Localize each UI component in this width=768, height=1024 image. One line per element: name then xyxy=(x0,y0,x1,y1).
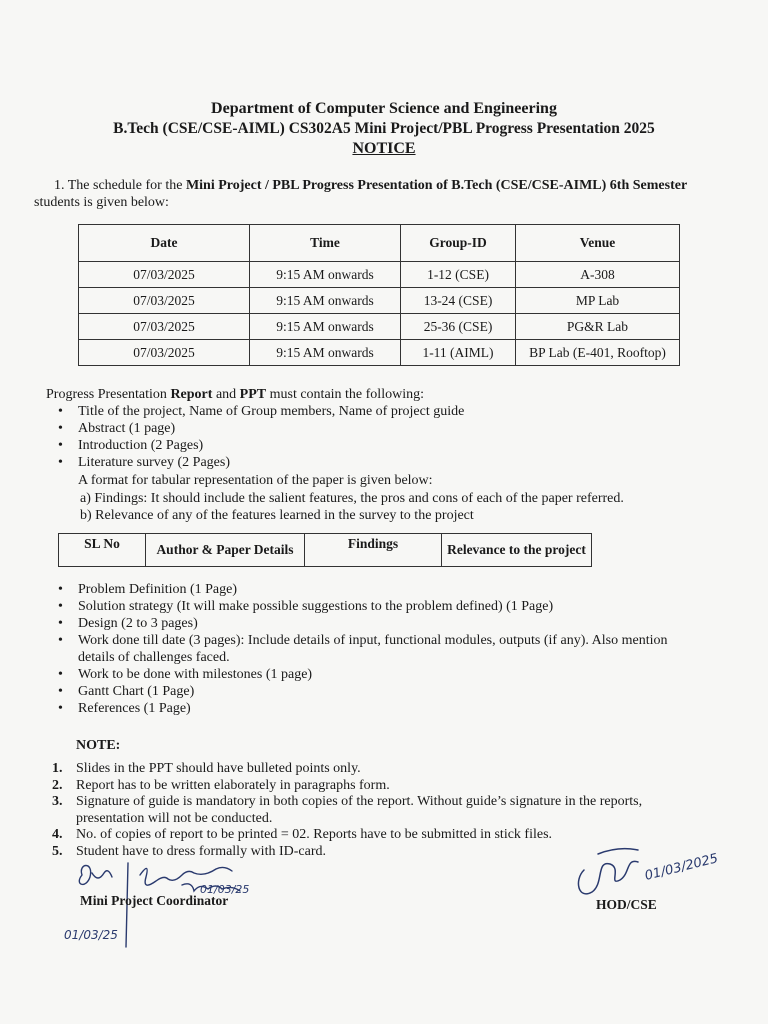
format-header-findings: Findings xyxy=(305,534,442,567)
intro-text-pre: The schedule for the xyxy=(67,178,186,193)
note-item xyxy=(48,761,708,778)
intro-text-bold: Mini Project / PBL Progress Presentation of B.Tech (CSE/CSE-AIML) 6th Semester xyxy=(185,178,688,193)
list-item: • References (1 Page) xyxy=(52,700,692,717)
venue-cell: A-308 xyxy=(516,262,680,288)
time-cell: 9:15 AM onwards xyxy=(250,262,401,288)
note-text: Student have to dress formally with ID-card. xyxy=(76,843,326,859)
venue-cell: MP Lab xyxy=(516,288,680,314)
date-cell: 07/03/2025 xyxy=(79,340,250,366)
handwritten-date-3: 01/03/2025 xyxy=(643,851,720,884)
table-row xyxy=(79,340,680,366)
note-number: 1. xyxy=(52,761,63,776)
contents-intro-ppt: PPT xyxy=(239,387,267,402)
contents-intro-post: must contain the following: xyxy=(266,387,424,402)
note-title: NOTE: xyxy=(76,738,121,753)
list-item: • Solution strategy (It will make possible suggestions to the problem defined) (1 Page) xyxy=(52,598,692,615)
note-text: Slides in the PPT should have bulleted points only. xyxy=(76,761,361,776)
table-row xyxy=(79,288,680,314)
notice-heading: NOTICE xyxy=(352,140,416,157)
note-number: 2. xyxy=(52,777,63,793)
format-header-slno: SL No xyxy=(59,534,146,567)
table-row xyxy=(79,314,680,340)
contents-list xyxy=(52,403,712,471)
group-cell: 25-36 (CSE) xyxy=(401,314,516,340)
contents-intro-pre: Progress Presentation xyxy=(46,387,171,402)
list-item: • Literature survey (2 Pages) xyxy=(52,454,712,471)
literature-format-table xyxy=(58,533,592,567)
date-cell: 07/03/2025 xyxy=(79,262,250,288)
hod-label: HOD/CSE xyxy=(596,897,657,912)
group-cell: 13-24 (CSE) xyxy=(401,288,516,314)
time-cell: 9:15 AM onwards xyxy=(250,314,401,340)
note-number: 3. xyxy=(52,794,63,809)
format-line: A format for tabular representation of the paper is given below: xyxy=(78,473,433,488)
note-text: Report has to be written elaborately in paragraphs form. xyxy=(76,777,390,793)
format-line: a) Findings: It should include the salient features, the pros and cons of each of the paper referred. xyxy=(80,491,624,506)
schedule-intro xyxy=(34,177,734,211)
list-item: • Problem Definition (1 Page) xyxy=(52,581,692,598)
time-cell: 9:15 AM onwards xyxy=(250,340,401,366)
note-number: 5. xyxy=(52,843,63,859)
note-item xyxy=(48,794,708,827)
table-row xyxy=(79,262,680,288)
contents-intro-report: Report xyxy=(170,387,213,402)
contents-intro xyxy=(46,386,746,403)
list-item: • Gantt Chart (1 Page) xyxy=(52,683,692,700)
list-item: • Work to be done with milestones (1 page) xyxy=(52,666,692,683)
date-cell: 07/03/2025 xyxy=(79,288,250,314)
handwritten-date-2: 01/03/25 xyxy=(200,883,250,896)
format-header-relevance: Relevance to the project xyxy=(442,534,592,567)
list-item: • Design (2 to 3 pages) xyxy=(52,615,692,632)
list-item: • Introduction (2 Pages) xyxy=(52,437,712,454)
schedule-header-group: Group-ID xyxy=(401,225,516,262)
format-line: b) Relevance of any of the features learned in the survey to the project xyxy=(80,508,474,523)
more-contents-list xyxy=(52,581,692,717)
group-cell: 1-11 (AIML) xyxy=(401,340,516,366)
venue-cell: PG&R Lab xyxy=(516,314,680,340)
venue-cell: BP Lab (E-401, Rooftop) xyxy=(516,340,680,366)
list-item: • Abstract (1 page) xyxy=(52,420,712,437)
format-header-author: Author & Paper Details xyxy=(146,534,305,567)
list-item: • Title of the project, Name of Group members, Name of project guide xyxy=(52,403,712,420)
format-header-row xyxy=(59,534,592,567)
schedule-header-row xyxy=(79,225,680,262)
intro-number: 1. xyxy=(54,178,68,193)
coordinator-label: Mini Project Coordinator xyxy=(80,893,229,908)
notice-subtitle: B.Tech (CSE/CSE-AIML) CS302A5 Mini Project/PBL Progress Presentation 2025 xyxy=(113,120,655,137)
note-item xyxy=(48,778,708,795)
intro-text-post: students is given below: xyxy=(34,195,169,210)
group-cell: 1-12 (CSE) xyxy=(401,262,516,288)
schedule-header-date: Date xyxy=(79,225,250,262)
contents-intro-and: and xyxy=(212,387,240,402)
department-title: Department of Computer Science and Engineering xyxy=(211,100,557,117)
time-cell: 9:15 AM onwards xyxy=(250,288,401,314)
schedule-table xyxy=(78,224,680,366)
handwritten-date-1: 01/03/25 xyxy=(64,928,118,942)
list-item: • Work done till date (3 pages): Include details of input, functional modules, outputs (if any). Also mention details of challenges faced. xyxy=(52,632,692,666)
note-text: No. of copies of report to be printed = 02. Reports have to be submitted in stick files. xyxy=(76,827,553,842)
note-text: Signature of guide is mandatory in both copies of the report. Without guide’s signature in the reports, presentation will not be conducted. xyxy=(76,794,643,826)
schedule-header-time: Time xyxy=(250,225,401,262)
schedule-header-venue: Venue xyxy=(516,225,680,262)
date-cell: 07/03/2025 xyxy=(79,314,250,340)
note-number: 4. xyxy=(52,827,63,842)
